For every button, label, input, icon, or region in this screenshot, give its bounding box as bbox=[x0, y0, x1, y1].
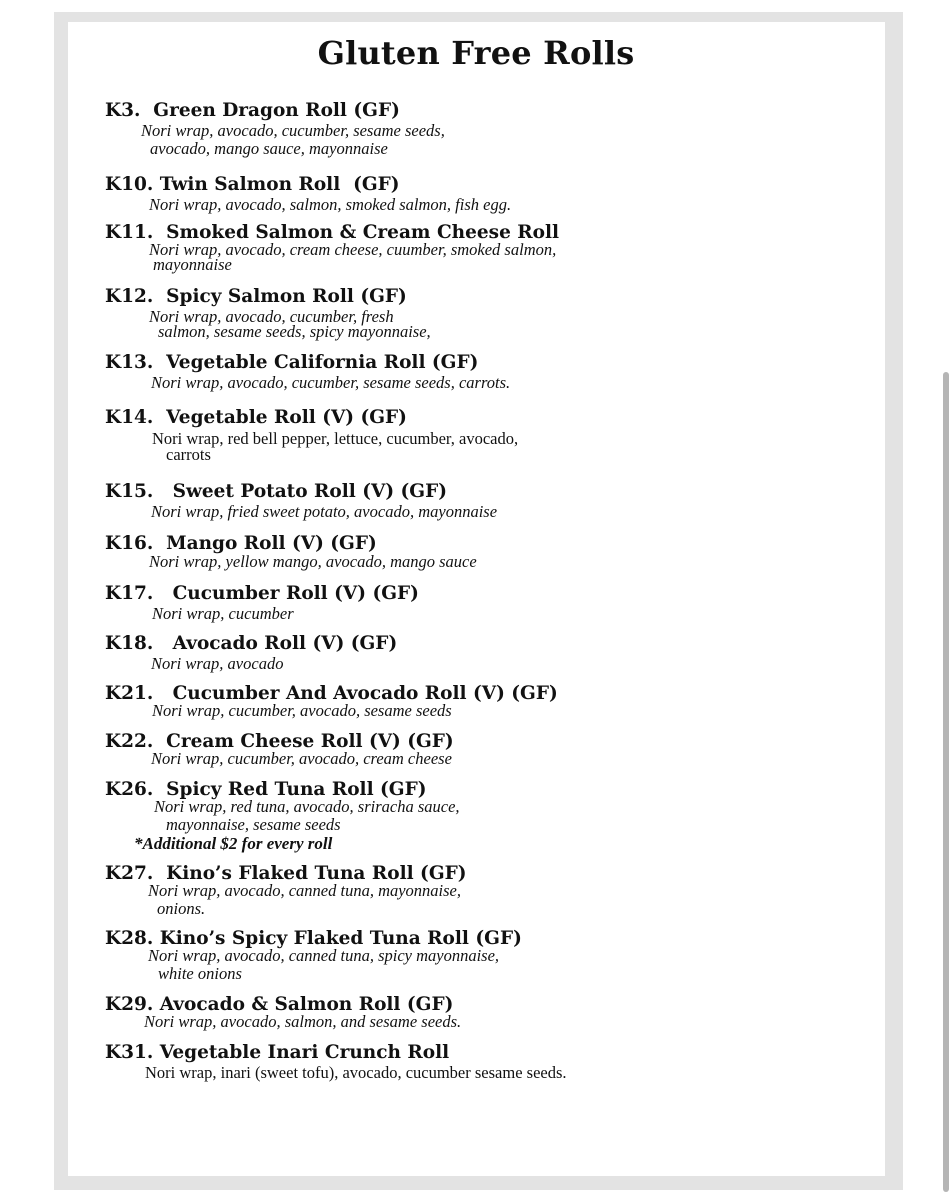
item-description: salmon, sesame seeds, spicy mayonnaise, bbox=[158, 322, 431, 341]
item-name: K27. Kino’s Flaked Tuna Roll (GF) bbox=[105, 863, 467, 884]
item-description: Nori wrap, avocado, canned tuna, spicy mayonnaise, bbox=[148, 946, 500, 965]
item-description: Nori wrap, inari (sweet tofu), avocado, cucumber sesame seeds. bbox=[145, 1063, 567, 1082]
item-description: Nori wrap, red tuna, avocado, sriracha sauce, bbox=[154, 797, 460, 816]
item-name: K12. Spicy Salmon Roll (GF) bbox=[105, 286, 407, 307]
item-name: K3. Green Dragon Roll (GF) bbox=[105, 100, 400, 121]
page-title: Gluten Free Rolls bbox=[317, 34, 635, 72]
item-name: K16. Mango Roll (V) (GF) bbox=[105, 533, 377, 554]
menu-item bbox=[105, 633, 805, 673]
menu-item bbox=[105, 994, 805, 1031]
item-description: carrots bbox=[166, 445, 211, 464]
item-description: Nori wrap, cucumber, avocado, cream cheese bbox=[151, 749, 452, 768]
item-name: K10. Twin Salmon Roll (GF) bbox=[105, 174, 400, 195]
menu-item bbox=[105, 174, 805, 214]
menu-item bbox=[105, 481, 805, 521]
item-description: mayonnaise bbox=[153, 255, 232, 274]
item-description: Nori wrap, avocado, cucumber, fresh bbox=[149, 307, 394, 326]
item-description: mayonnaise, sesame seeds bbox=[166, 815, 341, 834]
item-description: Nori wrap, fried sweet potato, avocado, mayonnaise bbox=[151, 502, 498, 521]
item-name: K15. Sweet Potato Roll (V) (GF) bbox=[105, 481, 447, 502]
item-name: K29. Avocado & Salmon Roll (GF) bbox=[105, 994, 454, 1015]
item-description: Nori wrap, cucumber, avocado, sesame seeds bbox=[152, 701, 452, 720]
item-note: *Additional $2 for every roll bbox=[134, 834, 333, 853]
item-description: Nori wrap, avocado, canned tuna, mayonnaise, bbox=[148, 881, 462, 900]
item-description: white onions bbox=[158, 964, 242, 983]
item-name: K11. Smoked Salmon & Cream Cheese Roll bbox=[105, 222, 560, 243]
item-name: K17. Cucumber Roll (V) (GF) bbox=[105, 583, 419, 604]
menu-item bbox=[105, 222, 805, 272]
item-description: avocado, mango sauce, mayonnaise bbox=[150, 139, 388, 158]
item-name: K26. Spicy Red Tuna Roll (GF) bbox=[105, 779, 427, 800]
item-description: Nori wrap, red bell pepper, lettuce, cucumber, avocado, bbox=[152, 429, 519, 448]
item-name: K21. Cucumber And Avocado Roll (V) (GF) bbox=[105, 683, 558, 704]
menu-item bbox=[105, 407, 805, 463]
item-description: Nori wrap, avocado, cucumber, sesame seeds, carrots. bbox=[151, 373, 511, 392]
item-description: Nori wrap, avocado, cream cheese, cuumber, smoked salmon, bbox=[149, 240, 557, 259]
item-description: Nori wrap, avocado, salmon, smoked salmon, fish egg. bbox=[149, 195, 512, 214]
scrollbar[interactable] bbox=[940, 0, 952, 1200]
menu-item bbox=[105, 928, 805, 983]
menu-item bbox=[105, 863, 805, 918]
menu-item bbox=[105, 286, 805, 339]
item-description: onions. bbox=[157, 899, 206, 918]
item-description: Nori wrap, avocado bbox=[151, 654, 284, 673]
item-description: Nori wrap, avocado, salmon, and sesame seeds. bbox=[144, 1012, 462, 1031]
menu-item bbox=[105, 731, 805, 768]
item-description: Nori wrap, cucumber bbox=[152, 604, 294, 623]
menu-item bbox=[105, 779, 805, 854]
menu-item bbox=[105, 1042, 805, 1082]
item-description: Nori wrap, avocado, cucumber, sesame seeds, bbox=[141, 121, 445, 140]
menu-item bbox=[105, 352, 805, 392]
item-name: K22. Cream Cheese Roll (V) (GF) bbox=[105, 731, 454, 752]
menu-item bbox=[105, 100, 805, 158]
item-description: Nori wrap, yellow mango, avocado, mango sauce bbox=[149, 552, 477, 571]
item-name: K13. Vegetable California Roll (GF) bbox=[105, 352, 479, 373]
item-name: K31. Vegetable Inari Crunch Roll bbox=[105, 1042, 450, 1063]
item-name: K14. Vegetable Roll (V) (GF) bbox=[105, 407, 407, 428]
menu-item bbox=[105, 583, 805, 623]
item-name: K18. Avocado Roll (V) (GF) bbox=[105, 633, 398, 654]
menu-item bbox=[105, 533, 805, 571]
scrollbar-thumb[interactable] bbox=[943, 372, 949, 1192]
menu-item bbox=[105, 683, 805, 720]
item-name: K28. Kino’s Spicy Flaked Tuna Roll (GF) bbox=[105, 928, 522, 949]
